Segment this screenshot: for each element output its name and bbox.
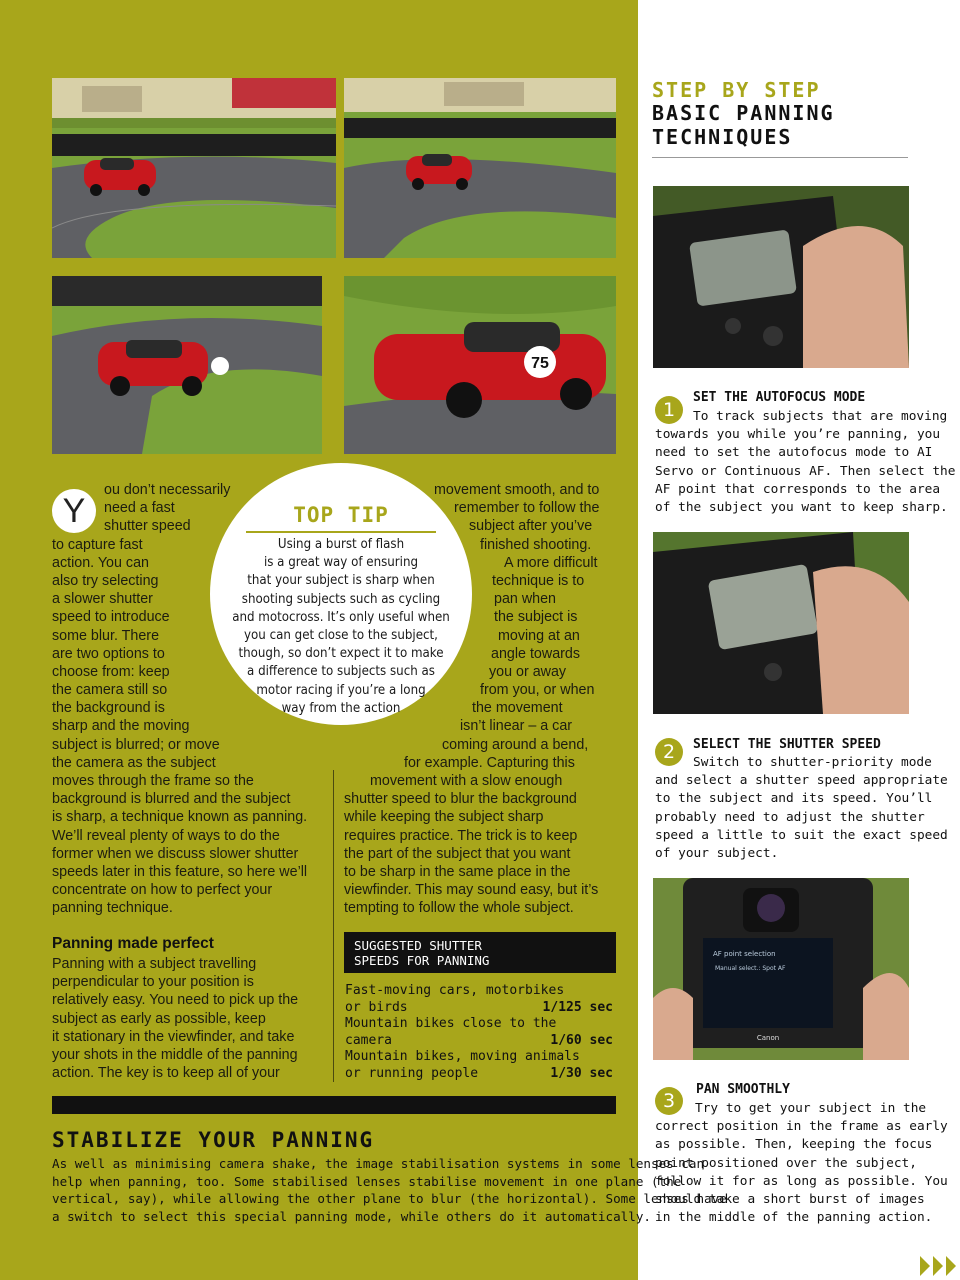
top-tip-title: TOP TIP — [293, 503, 389, 527]
text-line: a switch to select this special panning mode, while others do it automatically. — [52, 1208, 651, 1224]
step-by-step-title — [652, 101, 835, 149]
text-line: coming around a bend, — [442, 736, 589, 753]
next-page-arrows-icon[interactable] — [918, 1252, 960, 1280]
text-line: ou don’t necessarily — [104, 482, 231, 498]
text-line: vertical, say), while allowing the other plane to blur (the horizontal). Some lenses have — [52, 1191, 727, 1207]
text-line: subject as early as possible, keep — [52, 1010, 266, 1027]
text-line: is sharp, a technique known as panning. — [52, 809, 308, 826]
stabilize-title: STABILIZE YOUR PANNING — [52, 1128, 375, 1152]
speeds-title-line-1: SUGGESTED SHUTTER — [354, 938, 482, 953]
text-line: towards you while you’re panning, you — [655, 427, 941, 443]
text-line: though, so don’t expect it to make — [238, 646, 444, 662]
panning-text — [52, 955, 298, 1082]
text-line: To track subjects that are moving — [693, 409, 948, 424]
text-line: to be sharp in the same place in the — [344, 863, 571, 880]
text-line: it stationary in the viewfinder, and take — [52, 1028, 295, 1045]
text-line: A more difficult — [504, 554, 598, 571]
camera-photo-3 — [653, 878, 909, 1060]
text-line: movement with a slow enough — [370, 773, 563, 789]
text-line: your shots in the middle of the panning — [52, 1046, 298, 1063]
text-line: the camera as the subject — [52, 754, 216, 771]
text-line: the part of the subject that you want — [344, 845, 571, 862]
text-line: perpendicular to your position is — [52, 974, 254, 991]
text-line: and select a shutter speed appropriate — [655, 773, 948, 789]
text-line: are two options to — [52, 645, 165, 662]
text-line: you can get close to the subject, — [244, 628, 438, 644]
text-line: movement smooth, and to — [434, 482, 600, 498]
text-line: also try selecting — [52, 572, 159, 589]
text-line: sharp and the moving — [52, 718, 190, 735]
speed-label-line: Mountain bikes, moving animals — [345, 1049, 580, 1064]
text-line: As well as minimising camera shake, the image stabilisation systems in some lenses can — [52, 1156, 705, 1171]
step-1-heading: SET THE AUTOFOCUS MODE — [693, 390, 866, 405]
speed-row — [345, 1049, 615, 1082]
text-line: Switch to shutter-priority mode — [693, 755, 932, 770]
text-line: finished shooting. — [480, 536, 592, 553]
text-line: action. You can — [52, 554, 149, 571]
camera-photo-2 — [653, 532, 909, 714]
step-2-text — [655, 754, 948, 863]
text-line: Try to get your subject in the — [695, 1101, 927, 1116]
title-rule — [652, 157, 908, 158]
text-line: speed to introduce — [52, 609, 170, 626]
lcd-line-2: Manual select.: Spot AF — [715, 965, 786, 972]
text-line: some blur. There — [52, 627, 160, 644]
text-line: for example. Capturing this — [404, 754, 575, 771]
text-line: in the middle of the panning action. — [655, 1210, 933, 1226]
text-line: help when panning, too. Some stabilised lenses stabilise movement in one plane (the — [52, 1173, 682, 1189]
text-line: isn’t linear – a car — [460, 718, 573, 735]
text-line: We’ll reveal plenty of ways to do the — [52, 827, 280, 844]
race-photo-2 — [344, 78, 616, 258]
text-line: shooting subjects such as cycling — [241, 591, 441, 607]
text-line: point positioned over the subject, — [655, 1155, 917, 1171]
text-line: AF point that corresponds to the area — [655, 481, 941, 497]
text-line: subject is blurred; or move — [52, 736, 220, 753]
text-line: of the subject you want to keep sharp. — [655, 499, 948, 515]
step-3-heading: PAN SMOOTHLY — [696, 1082, 790, 1097]
text-line: speed a little to suit the exact speed — [655, 827, 948, 843]
text-line: the subject is — [494, 609, 578, 626]
lcd-line-1: AF point selection — [713, 950, 776, 958]
text-line: speeds later in this feature, so here we’ll — [52, 863, 308, 880]
text-line: is a great way of ensuring — [263, 555, 419, 571]
step-1-digit: 1 — [662, 399, 676, 421]
text-line: the camera still so — [52, 682, 168, 699]
text-line: that your subject is sharp when — [247, 573, 435, 589]
text-line: remember to follow the — [454, 500, 600, 517]
step-3-text — [655, 1100, 948, 1227]
camera-brand: Canon — [756, 1034, 780, 1042]
text-line: relatively easy. You need to pick up the — [52, 992, 299, 1009]
text-line: moves through the frame so the — [52, 773, 254, 789]
step-2-digit: 2 — [662, 741, 676, 763]
text-line: Using a burst of flash — [277, 537, 405, 552]
text-line: moving at an — [498, 627, 580, 644]
speed-label-line: Mountain bikes close to the — [345, 1016, 557, 1031]
dropcap-letter: Y — [62, 492, 86, 530]
text-line: need to set the autofocus mode to AI — [655, 445, 933, 461]
stabilize-text — [52, 1155, 727, 1225]
step-2-heading: SELECT THE SHUTTER SPEED — [693, 737, 881, 752]
camera-photo-1 — [653, 186, 909, 368]
text-line: former when we discuss slower shutter — [52, 845, 299, 862]
step-by-step-label: STEP BY STEP — [652, 78, 821, 102]
text-line: while keeping the subject sharp — [344, 809, 544, 826]
text-line: Panning with a subject travelling — [52, 956, 257, 972]
panning-heading: Panning made perfect — [52, 935, 214, 952]
speed-label-line: Fast-moving cars, motorbikes — [345, 983, 565, 998]
text-line: the movement — [472, 700, 563, 717]
text-line: tempting to follow the whole subject. — [344, 900, 574, 917]
text-line: correct position in the frame as early — [655, 1119, 948, 1135]
title-line-2: TECHNIQUES — [652, 125, 793, 149]
text-line: way from the action — [281, 700, 401, 716]
speed-label-line: or birds — [345, 999, 408, 1015]
text-line: the background is — [52, 700, 165, 717]
speed-value: 1/60 sec — [550, 1032, 613, 1048]
text-line: technique is to — [492, 572, 585, 589]
text-line: choose from: keep — [52, 663, 170, 680]
text-line: pan when — [494, 591, 557, 608]
text-line: motor racing if you’re a long — [256, 682, 426, 698]
race-photo-4 — [344, 276, 616, 454]
speed-value: 1/30 sec — [550, 1065, 613, 1081]
text-line: of your subject. — [655, 845, 779, 861]
text-line: subject after you’ve — [469, 518, 593, 535]
speed-label-line: camera — [345, 1032, 392, 1048]
speed-label-line: or running people — [345, 1065, 479, 1081]
text-line: from you, or when — [480, 682, 595, 699]
top-tip-underline — [246, 531, 436, 533]
text-line: to the subject and its speed. You’ll — [655, 791, 933, 807]
title-line-1: BASIC PANNING — [652, 101, 835, 125]
speed-row — [345, 1016, 615, 1049]
text-line: shutter speed — [104, 518, 191, 535]
text-line: angle towards — [491, 645, 581, 662]
text-line: you or away — [489, 663, 567, 680]
text-line: as possible. Then, keeping the focus — [655, 1137, 933, 1153]
top-tip-text — [210, 536, 472, 718]
step-1-text — [655, 408, 955, 517]
black-bar — [52, 1096, 616, 1114]
text-line: a difference to subjects such as — [247, 664, 435, 680]
speed-value: 1/125 sec — [542, 999, 613, 1015]
car-number: 75 — [531, 355, 549, 372]
text-line: shutter speed to blur the background — [344, 791, 577, 808]
text-line: a slower shutter — [52, 591, 153, 608]
speeds-title-line-2: SPEEDS FOR PANNING — [354, 953, 490, 968]
speed-row — [345, 983, 615, 1016]
text-line: probably need to adjust the shutter — [655, 809, 925, 825]
text-line: to capture fast — [52, 536, 143, 553]
text-line: viewfinder. This may sound easy, but it’s — [344, 882, 599, 899]
text-line: should take a short burst of images — [655, 1191, 925, 1207]
text-line: and motocross. It’s only useful when — [232, 609, 450, 625]
text-line: concentrate on how to perfect your — [52, 882, 273, 899]
text-line: follow it for as long as possible. You — [655, 1173, 948, 1189]
text-line: background is blurred and the subject — [52, 791, 291, 808]
speeds-title-box — [344, 932, 616, 973]
race-photo-3 — [52, 276, 322, 454]
text-line: action. The key is to keep all of your — [52, 1065, 280, 1082]
text-line: panning technique. — [52, 900, 173, 917]
column-divider — [333, 770, 334, 1082]
race-photo-1 — [52, 78, 336, 258]
text-line: Servo or Continuous AF. Then select the — [655, 463, 956, 479]
text-line: requires practice. The trick is to keep — [344, 827, 578, 844]
step-3-digit: 3 — [662, 1090, 676, 1112]
text-line: need a fast — [104, 500, 175, 517]
